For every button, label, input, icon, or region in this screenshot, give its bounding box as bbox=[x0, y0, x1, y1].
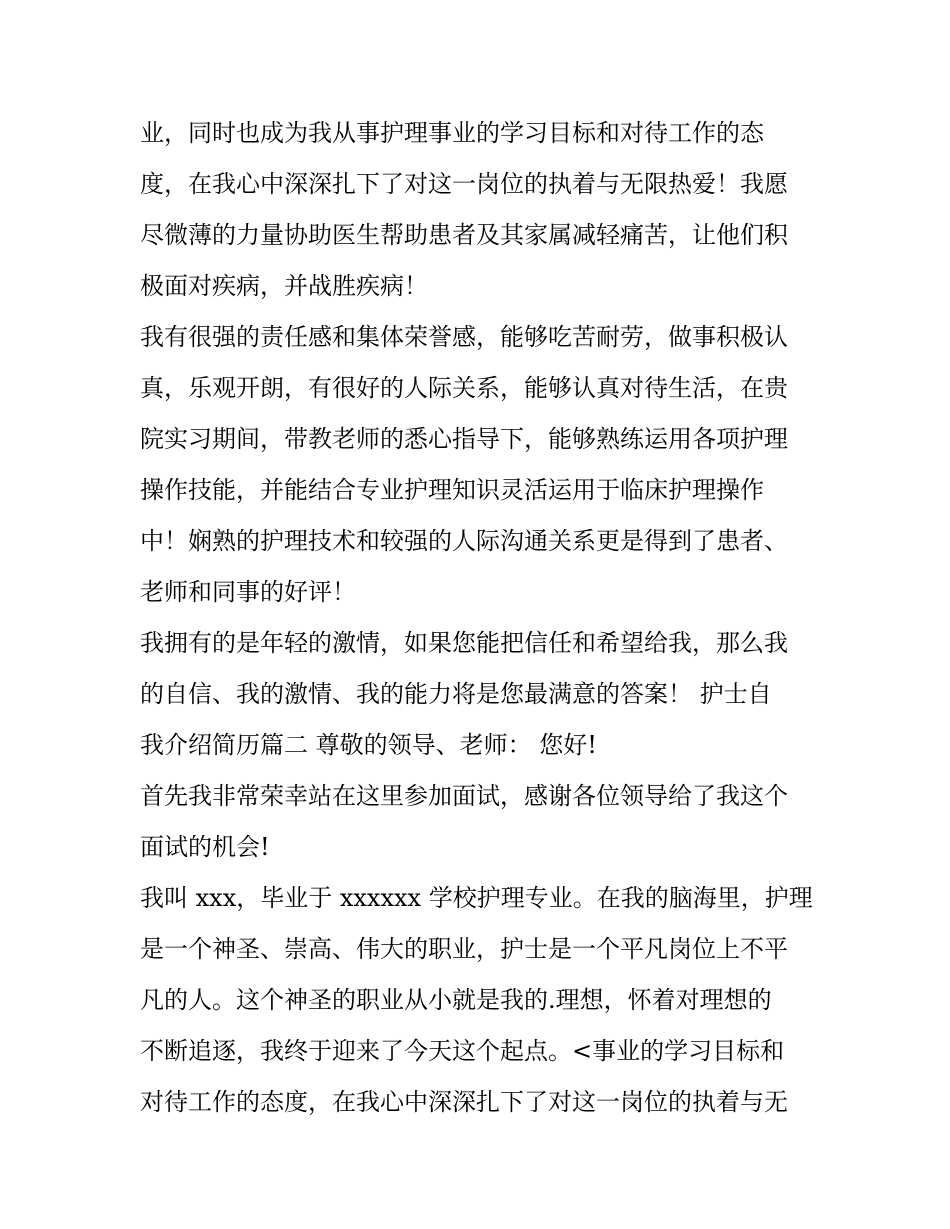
text-line: 我叫 xxx，毕业于 xxxxxx 学校护理专业。在我的脑海里，护理 bbox=[140, 884, 813, 912]
document-body bbox=[140, 108, 820, 1128]
text-line: 度，在我心中深深扎下了对这一岗位的执着与无限热爱！我愿 bbox=[140, 170, 788, 198]
text-line: 面试的机会! bbox=[140, 833, 270, 861]
text-line: 我有很强的责任感和集体荣誉感，能够吃苦耐劳，做事积极认 bbox=[140, 323, 788, 351]
text-line: 首先我非常荣幸站在这里参加面试，感谢各位领导给了我这个 bbox=[140, 782, 788, 810]
text-line: 院实习期间，带教老师的悉心指导下，能够熟练运用各项护理 bbox=[140, 425, 788, 453]
text-line: 操作技能，并能结合专业护理知识灵活运用于临床护理操作 bbox=[140, 476, 764, 504]
text-line: 不断追逐，我终于迎来了今天这个起点。<事业的学习目标和 bbox=[140, 1037, 785, 1065]
text-line: 真，乐观开朗，有很好的人际关系，能够认真对待生活，在贵 bbox=[140, 374, 788, 402]
text-line: 凡的人。这个神圣的职业从小就是我的.理想，怀着对理想的 bbox=[140, 986, 772, 1014]
text-line: 中！娴熟的护理技术和较强的人际沟通关系更是得到了患者、 bbox=[140, 527, 788, 555]
text-line: 的自信、我的激情、我的能力将是您最满意的答案！ 护士自 bbox=[140, 680, 772, 708]
text-line: 尽微薄的力量协助医生帮助患者及其家属减轻痛苦，让他们积 bbox=[140, 221, 788, 249]
text-line: 对待工作的态度，在我心中深深扎下了对这一岗位的执着与无 bbox=[140, 1088, 788, 1116]
text-line: 老师和同事的好评！ bbox=[140, 578, 356, 606]
text-line: 是一个神圣、崇高、伟大的职业，护士是一个平凡岗位上不平 bbox=[140, 935, 788, 963]
text-line: 业，同时也成为我从事护理事业的学习目标和对待工作的态 bbox=[140, 119, 764, 147]
text-line: 我介绍简历篇二 尊敬的领导、老师： 您好! bbox=[140, 731, 597, 759]
text-line: 极面对疾病，并战胜疾病！ bbox=[140, 272, 428, 300]
text-line: 我拥有的是年轻的激情，如果您能把信任和希望给我，那么我 bbox=[140, 629, 788, 657]
